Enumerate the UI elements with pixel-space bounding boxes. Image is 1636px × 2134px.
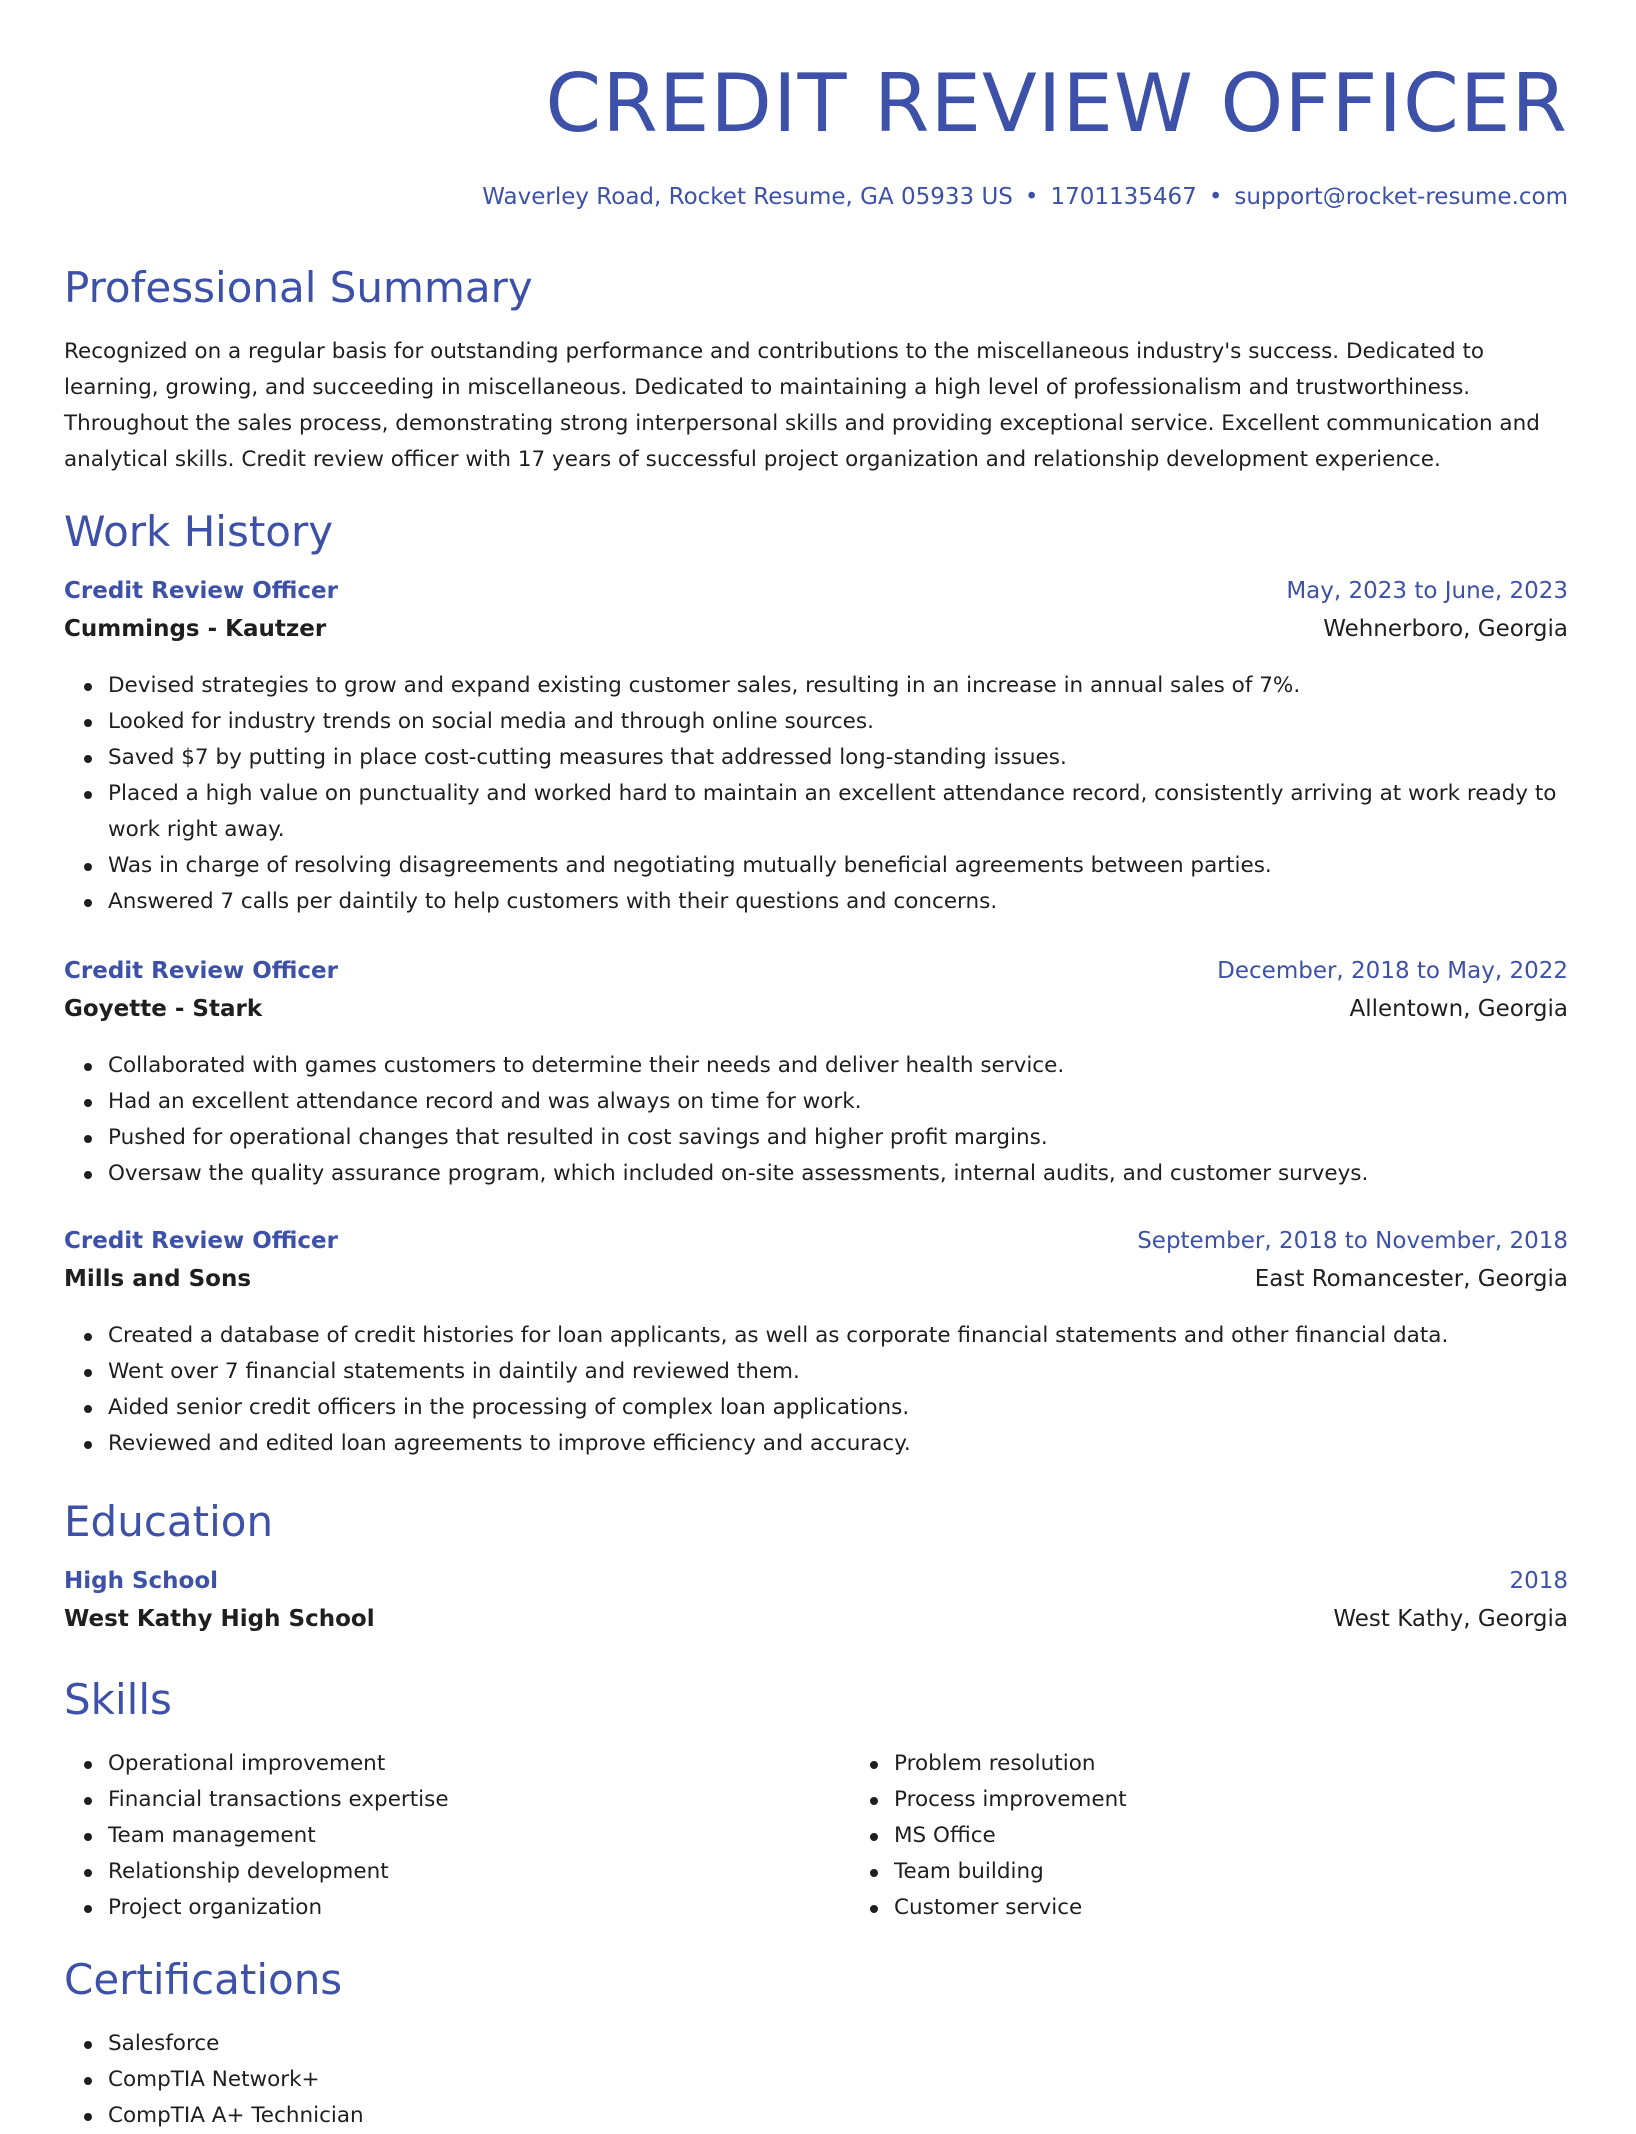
skill-item: Problem resolution <box>894 1746 1636 1782</box>
education-year: 2018 <box>1509 1568 1568 1594</box>
section-title-certifications: Certifications <box>64 1955 343 2004</box>
job-bullet: Looked for industry trends on social media and through online sources. <box>108 704 1568 740</box>
certification-item: Salesforce <box>108 2026 1568 2062</box>
job-title: Credit Review Officer <box>64 1228 338 1254</box>
job-dates: December, 2018 to May, 2022 <box>1217 958 1568 984</box>
certifications-list <box>64 2026 1568 2134</box>
job-bullet: Was in charge of resolving disagreements and negotiating mutually beneficial agreements between parties. <box>108 848 1568 884</box>
skill-item: Team building <box>894 1854 1636 1890</box>
job-entry <box>64 578 1568 920</box>
job-bullets <box>64 1048 1568 1192</box>
section-title-skills: Skills <box>64 1675 172 1724</box>
skill-item: MS Office <box>894 1818 1636 1854</box>
resume-name: CREDIT REVIEW OFFICER <box>545 57 1568 150</box>
job-bullet: Had an excellent attendance record and was always on time for work. <box>108 1084 1568 1120</box>
job-title: Credit Review Officer <box>64 578 338 604</box>
contact-email: support@rocket-resume.com <box>1234 184 1568 210</box>
job-bullets <box>64 1318 1568 1462</box>
job-header-row <box>64 958 1568 996</box>
skill-item: Financial transactions expertise <box>108 1782 850 1818</box>
job-company-row <box>64 996 1568 1034</box>
job-company: Cummings - Kautzer <box>64 616 327 642</box>
job-bullet: Oversaw the quality assurance program, which included on-site assessments, internal audits, and customer surveys. <box>108 1156 1568 1192</box>
job-bullet: Reviewed and edited loan agreements to improve efficiency and accuracy. <box>108 1426 1568 1462</box>
skill-item: Relationship development <box>108 1854 850 1890</box>
job-bullet: Pushed for operational changes that resulted in cost savings and higher profit margins. <box>108 1120 1568 1156</box>
section-title-work-history: Work History <box>64 507 334 556</box>
certifications-bullets <box>64 2026 1568 2134</box>
skill-item: Operational improvement <box>108 1746 850 1782</box>
job-bullet: Created a database of credit histories for loan applicants, as well as corporate financial statements and other financial data. <box>108 1318 1568 1354</box>
education-header-row <box>64 1568 1568 1606</box>
job-entry <box>64 1228 1568 1462</box>
skills-column-right <box>850 1746 1636 1926</box>
job-company-row <box>64 1266 1568 1304</box>
job-dates: May, 2023 to June, 2023 <box>1286 578 1568 604</box>
job-location: East Romancester, Georgia <box>1254 1266 1568 1292</box>
summary-text: Recognized on a regular basis for outstanding performance and contributions to the miscellaneous industry's success. Dedicated to learning, growing, and succeeding in miscellaneous. Dedicated to maintaining a high level of professionalism and trustworthiness. Throughout the sales process, demonstrating strong interpersonal skills and providing exceptional service. Excellent communication and analytical skills. Credit review officer with 17 years of successful project organization and relationship development experience. <box>64 339 1540 472</box>
education-degree: High School <box>64 1568 219 1594</box>
certification-item: CompTIA A+ Technician <box>108 2098 1568 2134</box>
education-school: West Kathy High School <box>64 1606 375 1632</box>
resume-page <box>64 0 1568 2128</box>
job-location: Wehnerboro, Georgia <box>1323 616 1568 642</box>
education-school-row <box>64 1606 1568 1644</box>
job-company-row <box>64 616 1568 654</box>
job-header-row <box>64 1228 1568 1266</box>
job-entry <box>64 958 1568 1192</box>
job-location: Allentown, Georgia <box>1349 996 1568 1022</box>
job-bullet: Went over 7 financial statements in daintily and reviewed them. <box>108 1354 1568 1390</box>
contact-address: Waverley Road, Rocket Resume, GA 05933 US <box>482 184 1013 210</box>
job-company: Mills and Sons <box>64 1266 252 1292</box>
job-bullet: Answered 7 calls per daintily to help customers with their questions and concerns. <box>108 884 1568 920</box>
job-title: Credit Review Officer <box>64 958 338 984</box>
job-bullet: Saved $7 by putting in place cost-cutting measures that addressed long-standing issues. <box>108 740 1568 776</box>
skill-item: Process improvement <box>894 1782 1636 1818</box>
contact-line <box>482 180 1568 214</box>
skill-item: Team management <box>108 1818 850 1854</box>
job-bullet: Devised strategies to grow and expand existing customer sales, resulting in an increase in annual sales of 7%. <box>108 668 1568 704</box>
job-company: Goyette - Stark <box>64 996 263 1022</box>
skills-list <box>64 1746 1568 1926</box>
contact-separator: • <box>1024 184 1039 210</box>
job-header-row <box>64 578 1568 616</box>
contact-separator: • <box>1208 184 1223 210</box>
skill-item: Project organization <box>108 1890 850 1926</box>
education-location: West Kathy, Georgia <box>1333 1606 1568 1632</box>
job-bullets <box>64 668 1568 920</box>
skill-item: Customer service <box>894 1890 1636 1926</box>
job-dates: September, 2018 to November, 2018 <box>1137 1228 1568 1254</box>
skills-column-left <box>64 1746 850 1926</box>
education-entry <box>64 1568 1568 1644</box>
section-title-education: Education <box>64 1497 274 1546</box>
job-bullet: Placed a high value on punctuality and worked hard to maintain an excellent attendance record, consistently arriving at work ready to work right away. <box>108 776 1568 848</box>
certification-item: CompTIA Network+ <box>108 2062 1568 2098</box>
job-bullet: Collaborated with games customers to determine their needs and deliver health service. <box>108 1048 1568 1084</box>
job-bullet: Aided senior credit officers in the processing of complex loan applications. <box>108 1390 1568 1426</box>
contact-phone: 1701135467 <box>1050 184 1197 210</box>
section-title-summary: Professional Summary <box>64 263 533 312</box>
